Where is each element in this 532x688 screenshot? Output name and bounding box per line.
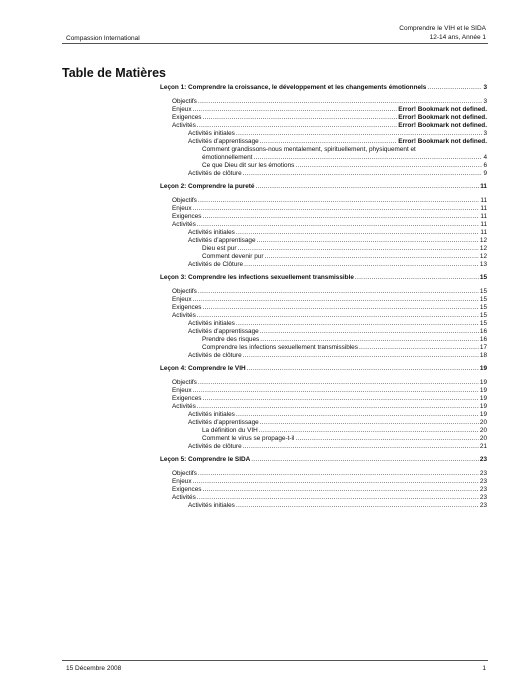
toc-entry-page: 15 — [479, 312, 487, 319]
toc-entry-label: Activités — [172, 312, 196, 319]
footer-divider — [62, 660, 488, 661]
dot-leader — [256, 237, 479, 245]
toc-entry-label: Objectifs — [172, 470, 197, 477]
dot-leader — [254, 183, 479, 191]
dot-leader — [294, 162, 482, 170]
toc-entry-label: Leçon 2: Comprendre la pureté — [160, 183, 255, 190]
dot-leader — [197, 197, 479, 205]
dot-leader — [236, 245, 478, 253]
toc-entry-label: Activités — [172, 122, 196, 129]
toc-entry[interactable] — [160, 395, 487, 403]
dot-leader — [235, 130, 483, 138]
toc-entry-page: 6 — [483, 162, 487, 169]
toc-entry-label: Activités initiales — [188, 320, 235, 327]
dot-leader — [263, 253, 478, 261]
footer-page-number: 1 — [482, 665, 486, 672]
header-audience: 12-14 ans, Année 1 — [429, 34, 486, 41]
toc-entry-label: Activités d’apprentissage — [188, 138, 259, 145]
toc-entry[interactable] — [160, 170, 487, 178]
toc-entry-label: La définition du VIH — [202, 427, 258, 434]
toc-entry-page: 3 — [483, 130, 487, 137]
toc-entry-page: 16 — [479, 336, 487, 343]
toc-entry-label: Objectifs — [172, 379, 197, 386]
dot-leader — [294, 435, 479, 443]
toc-entry[interactable] — [160, 336, 487, 344]
toc-entry-page: 16 — [479, 328, 487, 335]
toc-entry-page: Error! Bookmark not defined. — [398, 114, 487, 121]
toc-entry-label: Comment grandissons-nous mentalement, spirituellement, physiquement et — [202, 146, 416, 153]
toc-entry-label: Enjeux — [172, 478, 192, 485]
toc-entry-page: 19 — [479, 403, 487, 410]
toc-entry-label: Leçon 1: Comprendre la croissance, le développement et les changements émotionnels — [160, 84, 427, 91]
dot-leader — [242, 352, 479, 360]
dot-leader — [196, 403, 479, 411]
dot-leader — [235, 229, 479, 237]
toc-entry-label: Prendre des risques — [202, 336, 260, 343]
dot-leader — [243, 261, 479, 269]
toc-entry-label: Comment le virus se propage-t-il — [202, 435, 295, 442]
toc-entry[interactable] — [160, 312, 487, 320]
toc-entry-label: Leçon 3: Comprendre les infections sexuellement transmissible — [160, 274, 354, 281]
header-right — [399, 24, 486, 42]
toc-entry[interactable] — [160, 261, 487, 269]
toc-entry[interactable] — [160, 443, 487, 451]
toc-entry-page: 23 — [479, 456, 487, 463]
toc-entry-label: Exigences — [172, 395, 202, 402]
header-organization: Compassion International — [66, 35, 140, 42]
toc-entry-page: 4 — [483, 154, 487, 161]
toc-entry[interactable] — [160, 229, 487, 237]
toc-entry-label: Activités initiales — [188, 411, 235, 418]
toc-entry[interactable] — [160, 470, 487, 478]
toc-entry-label: Ce que Dieu dit sur les émotions — [202, 162, 295, 169]
toc-entry-page: 11 — [480, 197, 487, 204]
toc-entry-label-continued: émotionnellement — [202, 154, 253, 161]
toc-entry-label: Exigences — [172, 213, 202, 220]
toc-entry-label: Activités de Clôture — [188, 261, 244, 268]
toc-entry-page: 20 — [479, 435, 487, 442]
toc-entry[interactable] — [160, 411, 487, 419]
toc-entry-label: Activités initiales — [188, 229, 235, 236]
toc-entry-label: Exigences — [172, 114, 202, 121]
toc-entry-page: 15 — [479, 274, 487, 281]
toc-entry[interactable] — [160, 296, 487, 304]
toc-entry-page: 15 — [479, 320, 487, 327]
toc-entry-page: 15 — [479, 304, 487, 311]
toc-entry-page: 12 — [479, 253, 487, 260]
toc-entry[interactable] — [160, 98, 487, 106]
dot-leader — [192, 387, 479, 395]
dot-leader — [258, 427, 479, 435]
toc-entry-page: 13 — [479, 261, 487, 268]
dot-leader — [196, 221, 480, 229]
dot-leader — [259, 328, 479, 336]
toc-entry-page: 20 — [479, 419, 487, 426]
dot-leader — [250, 456, 479, 464]
toc-entry-page: 3 — [483, 84, 487, 91]
toc-lesson-entry[interactable] — [160, 456, 487, 464]
toc-entry-label: Comment devenir pur — [202, 253, 264, 260]
toc-entry-page: 19 — [479, 411, 487, 418]
dot-leader — [259, 419, 479, 427]
toc-lesson-entry[interactable] — [160, 183, 487, 191]
toc-entry-label: Enjeux — [172, 296, 192, 303]
dot-leader — [426, 84, 482, 92]
toc-entry-label: Activités d’apprentisage — [188, 237, 256, 244]
toc-entry-label: Enjeux — [172, 205, 192, 212]
toc-entry[interactable] — [160, 486, 487, 494]
dot-leader — [242, 443, 479, 451]
toc-entry-page: 15 — [479, 296, 487, 303]
footer-date: 15 Décembre 2008 — [66, 665, 122, 672]
toc-entry[interactable] — [160, 379, 487, 387]
toc-entry-page: 23 — [479, 502, 487, 509]
toc-entry[interactable] — [160, 253, 487, 261]
toc-entry-label: Activités — [172, 494, 196, 501]
toc-entry-page: 18 — [479, 352, 487, 359]
toc-entry-page: 19 — [479, 365, 487, 372]
toc-entry[interactable] — [160, 213, 487, 221]
dot-leader — [235, 502, 479, 510]
dot-leader — [235, 411, 479, 419]
toc-entry[interactable] — [160, 245, 487, 253]
dot-leader — [354, 274, 479, 282]
toc-entry-label: Dieu est pur — [202, 245, 237, 252]
toc-entry-page: 11 — [480, 229, 487, 236]
dot-leader — [197, 379, 479, 387]
toc-entry-label: Activités initiales — [188, 130, 235, 137]
dot-leader — [192, 478, 479, 486]
header-divider — [62, 43, 488, 44]
toc-entry-label: Leçon 4: Comprendre le VIH — [160, 365, 246, 372]
toc-entry-label: Comprendre les infections sexuellement transmissibles — [202, 344, 358, 351]
toc-entry[interactable] — [160, 494, 487, 502]
dot-leader — [196, 312, 479, 320]
toc-entry-page: 17 — [479, 344, 487, 351]
toc-entry-label: Objectifs — [172, 98, 197, 105]
toc-entry-label: Objectifs — [172, 197, 197, 204]
toc-entry[interactable] — [160, 221, 487, 229]
dot-leader — [202, 304, 479, 312]
toc-entry-label: Exigences — [172, 304, 202, 311]
toc-entry[interactable] — [160, 122, 487, 130]
toc-entry-page: 23 — [479, 470, 487, 477]
dot-leader — [197, 98, 483, 106]
dot-leader — [235, 320, 479, 328]
toc-entry[interactable] — [160, 427, 487, 435]
toc-entry[interactable] — [160, 106, 487, 114]
dot-leader — [192, 296, 479, 304]
toc-lesson-entry[interactable] — [160, 84, 487, 92]
toc-entry-page: Error! Bookmark not defined. — [398, 106, 487, 113]
toc-entry[interactable] — [160, 403, 487, 411]
toc-entry-page: Error! Bookmark not defined. — [398, 122, 487, 129]
page-title: Table de Matières — [62, 66, 166, 80]
dot-leader — [202, 395, 479, 403]
toc-entry-page: Error! Bookmark not defined. — [398, 138, 487, 145]
toc-entry-label: Activités d’apprentissage — [188, 419, 259, 426]
toc-entry-label: Enjeux — [172, 106, 192, 113]
dot-leader — [192, 106, 398, 114]
dot-leader — [246, 365, 479, 373]
toc-entry[interactable] — [160, 205, 487, 213]
toc-entry-label: Enjeux — [172, 387, 192, 394]
toc-entry[interactable] — [160, 419, 487, 427]
dot-leader — [196, 494, 479, 502]
toc-entry-page: 9 — [483, 170, 487, 177]
toc-entry-page: 11 — [480, 213, 487, 220]
dot-leader — [202, 114, 398, 122]
toc-entry-page: 15 — [479, 288, 487, 295]
toc-entry-page: 20 — [479, 427, 487, 434]
dot-leader — [197, 288, 479, 296]
toc-entry[interactable] — [160, 237, 487, 245]
header-document-title: Comprendre le VIH et le SIDA — [399, 25, 486, 32]
toc-entry[interactable] — [160, 435, 487, 443]
toc-entry-page: 11 — [480, 221, 487, 228]
table-of-contents — [160, 84, 487, 510]
toc-entry-label: Activités d’apprentissage — [188, 328, 259, 335]
toc-entry[interactable] — [160, 197, 487, 205]
toc-entry-label: Objectifs — [172, 288, 197, 295]
dot-leader — [358, 344, 479, 352]
toc-entry[interactable] — [160, 328, 487, 336]
toc-entry-label: Activités de clôture — [188, 170, 242, 177]
toc-entry-label: Activités — [172, 403, 196, 410]
toc-entry-page: 19 — [479, 395, 487, 402]
toc-entry-label: Activités initiales — [188, 502, 235, 509]
toc-entry-label: Leçon 5: Comprendre le SIDA — [160, 456, 251, 463]
toc-entry-label: Exigences — [172, 486, 202, 493]
toc-entry-page: 3 — [483, 98, 487, 105]
toc-entry-label: Activités de clôture — [188, 443, 242, 450]
toc-entry-page: 23 — [479, 486, 487, 493]
toc-entry-page: 19 — [479, 379, 487, 386]
toc-entry-page: 23 — [479, 478, 487, 485]
toc-entry-page: 11 — [480, 205, 487, 212]
toc-entry[interactable] — [160, 162, 487, 170]
toc-entry[interactable] — [160, 502, 487, 510]
toc-entry[interactable] — [160, 344, 487, 352]
dot-leader — [242, 170, 483, 178]
toc-entry-page: 21 — [479, 443, 487, 450]
toc-entry[interactable] — [160, 146, 487, 162]
toc-entry-page: 23 — [479, 494, 487, 501]
toc-entry[interactable] — [160, 138, 487, 146]
dot-leader — [252, 154, 482, 162]
toc-entry-page: 11 — [480, 183, 487, 190]
dot-leader — [192, 205, 480, 213]
dot-leader — [197, 470, 479, 478]
dot-leader — [259, 336, 479, 344]
toc-entry-page: 12 — [479, 237, 487, 244]
toc-entry[interactable] — [160, 130, 487, 138]
toc-entry[interactable] — [160, 478, 487, 486]
toc-entry[interactable] — [160, 288, 487, 296]
toc-entry-label: Activités de clôture — [188, 352, 242, 359]
toc-entry-label: Activités — [172, 221, 196, 228]
toc-entry[interactable] — [160, 387, 487, 395]
dot-leader — [202, 213, 480, 221]
toc-entry[interactable] — [160, 352, 487, 360]
dot-leader — [196, 122, 397, 130]
toc-entry-page: 12 — [479, 245, 487, 252]
dot-leader — [202, 486, 479, 494]
toc-entry[interactable] — [160, 320, 487, 328]
toc-entry[interactable] — [160, 114, 487, 122]
toc-entry[interactable] — [160, 304, 487, 312]
toc-lesson-entry[interactable] — [160, 365, 487, 373]
dot-leader — [259, 138, 398, 146]
toc-lesson-entry[interactable] — [160, 274, 487, 282]
toc-entry-page: 19 — [479, 387, 487, 394]
